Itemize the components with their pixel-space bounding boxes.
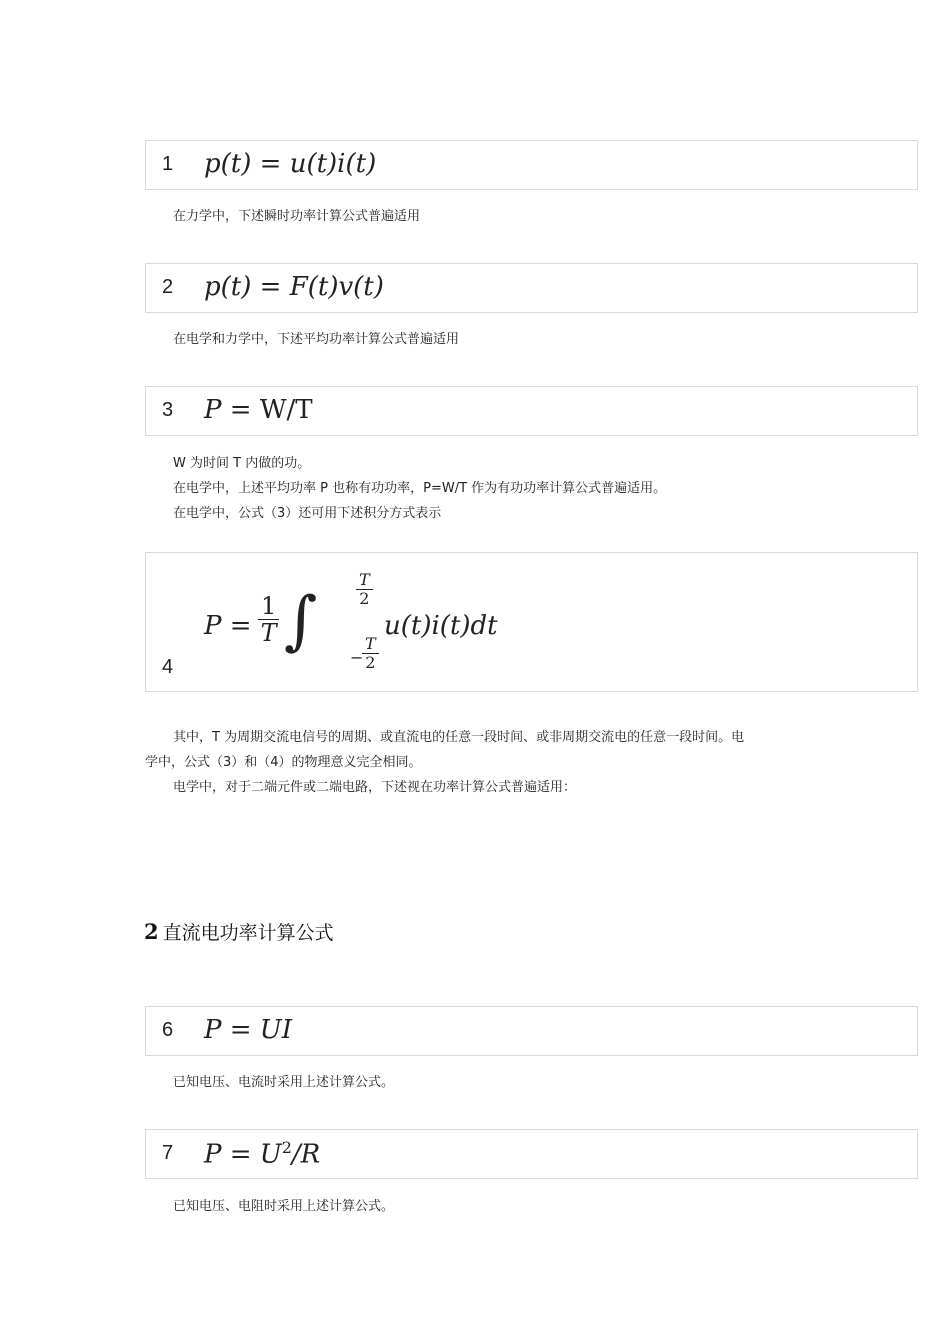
formula-lhs: P = [204,395,252,425]
formula-1-box [145,140,918,190]
paragraph-active-power: 在电学中，上述平均功率 P 也称有功功率，P=W/T 作为有功功率计算公式普遍适用。 [173,481,667,496]
formula-expression: p(t) = F(t)v(t) [204,272,384,302]
paragraph-period-definition: 其中，T 为周期交流电信号的周期、或直流电的任意一段时间、或非周期交流电的任意一段时间。电 [173,730,745,745]
formula-rhs: /R [291,1139,321,1170]
formula-7-box [145,1129,918,1179]
formula-expression [204,1138,320,1170]
paragraph-work-definition: W 为时间 T 内做的功。 [173,456,311,471]
formula-2-box [145,263,918,313]
section-title: 直流电功率计算公式 [162,922,334,944]
paragraph-instant-power: 在力学中，下述瞬时功率计算公式普遍适用 [173,209,421,224]
paragraph-integral-form: 在电学中，公式（3）还可用下述积分方式表示 [173,506,442,521]
formula-lhs: P = U [204,1139,282,1170]
formula-6-box [145,1006,918,1056]
formula-expression: P = UI [204,1015,292,1045]
integral-sign-icon: ∫ [284,584,318,658]
lower-limit [362,635,379,671]
section-heading [144,918,334,945]
paragraph-voltage-resistance: 已知电压、电阻时采用上述计算公式。 [173,1199,395,1214]
lower-limit-numerator: T [362,635,379,654]
paragraph-apparent-power: 电学中，对于二端元件或二端电路，下述视在功率计算公式普遍适用： [173,780,577,795]
formula-number: 7 [162,1142,174,1164]
formula-number: 3 [162,399,174,421]
formula-4-box [145,552,918,692]
formula-expression [204,395,313,425]
fraction-denominator: T [260,619,277,648]
upper-limit-numerator: T [356,571,373,590]
formula-rhs: W/T [259,395,313,425]
integrand: u(t)i(t)dt [384,611,498,641]
upper-limit [356,571,373,607]
formula-lhs: P = [204,611,252,641]
formula-number: 6 [162,1019,174,1041]
section-number: 2 [144,919,159,944]
formula-number: 2 [162,276,174,298]
paragraph-equivalence: 学中，公式（3）和（4）的物理意义完全相同。 [145,755,422,770]
paragraph-average-power: 在电学和力学中，下述平均功率计算公式普遍适用 [173,332,460,347]
lower-limit-denominator: 2 [365,652,376,672]
fraction-numerator: 1 [258,593,279,620]
formula-number: 1 [162,153,174,175]
paragraph-voltage-current: 已知电压、电流时采用上述计算公式。 [173,1075,395,1090]
formula-number: 4 [162,656,174,678]
formula-expression: p(t) = u(t)i(t) [204,149,377,179]
fraction-one-over-t [258,593,279,647]
formula-exponent: 2 [281,1138,292,1157]
upper-limit-denominator: 2 [359,588,370,608]
lower-limit-sign: − [350,648,364,667]
formula-3-box [145,386,918,436]
